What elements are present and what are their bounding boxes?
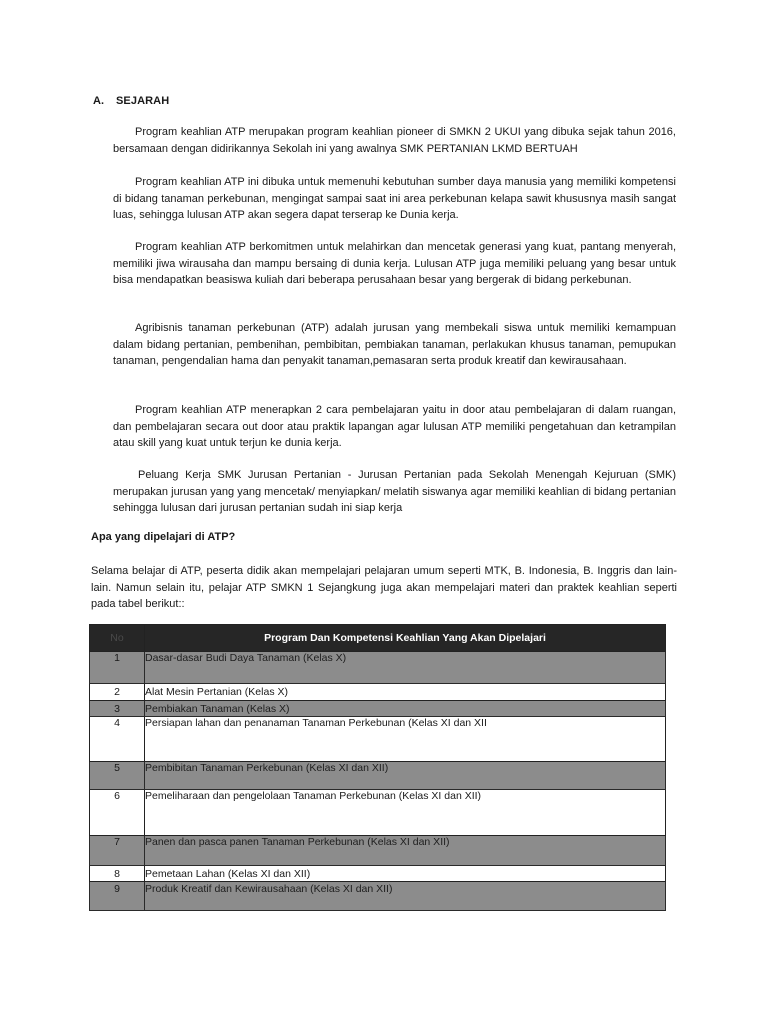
row-text: Produk Kreatif dan Kewirausahaan (Kelas XI dan XII) bbox=[145, 882, 666, 911]
row-text: Pembibitan Tanaman Perkebunan (Kelas XI dan XII) bbox=[145, 762, 666, 790]
learn-intro: Selama belajar di ATP, peserta didik akan mempelajari pelajaran umum seperti MTK, B. Indonesia, B. Inggris dan lain-lain. Namun selain itu, pelajar ATP SMKN 1 Sejangkung juga akan mempelajari materi dan praktek keahlian seperti pada tabel berikut:: bbox=[91, 565, 677, 610]
paragraph-career: Peluang Kerja SMK Jurusan Pertanian - Jurusan Pertanian pada Sekolah Menengah Kejuruan (SMK) merupakan jurusan yang yang mencetak/ menyiapkan/ melatih siswanya agar memiliki keahlian di bidang pertanian sehingga lulusan dari jurusan pertanian sudah ini siap kerja bbox=[113, 469, 676, 514]
row-number: 5 bbox=[90, 762, 145, 790]
learn-heading: Apa yang dipelajari di ATP? bbox=[91, 531, 236, 543]
section-title: SEJARAH bbox=[116, 95, 170, 107]
table-row bbox=[90, 701, 666, 717]
table-row bbox=[90, 790, 666, 836]
section-heading bbox=[93, 95, 169, 107]
table-row bbox=[90, 882, 666, 911]
table-row bbox=[90, 684, 666, 701]
row-number: 2 bbox=[90, 684, 145, 701]
section-number: A. bbox=[93, 95, 105, 107]
header-program: Program Dan Kompetensi Keahlian Yang Akan Dipelajari bbox=[145, 625, 666, 652]
row-text: Pemetaan Lahan (Kelas XI dan XII) bbox=[145, 866, 666, 882]
row-number: 1 bbox=[90, 652, 145, 684]
table-row bbox=[90, 836, 666, 866]
row-number: 6 bbox=[90, 790, 145, 836]
row-number: 4 bbox=[90, 717, 145, 762]
row-text: Pembiakan Tanaman (Kelas X) bbox=[145, 701, 666, 717]
row-number: 8 bbox=[90, 866, 145, 882]
paragraph-purpose: Program keahlian ATP ini dibuka untuk memenuhi kebutuhan sumber daya manusia yang memiliki kompetensi di bidang tanaman perkebunan, mengingat sampai saat ini area perkebunan kelapa sawit khususnya masih sangat luas, sehingga lulusan ATP akan segera dapat terserap ke Dunia kerja. bbox=[113, 176, 676, 221]
table-header-row bbox=[90, 625, 666, 652]
paragraph-agribusiness: Agribisnis tanaman perkebunan (ATP) adalah jurusan yang membekali siswa untuk memiliki kemampuan dalam bidang pertanian, pembenihan, pembibitan, pembiakan tanaman, perlakukan khusus tanaman, pemupukan tanaman, pengendalian hama dan penyakit tanaman,pemasaran serta produk kreatif dan kewirausahaan. bbox=[113, 322, 676, 367]
table-row bbox=[90, 652, 666, 684]
table-row bbox=[90, 866, 666, 882]
header-no: No bbox=[90, 625, 145, 652]
competency-table bbox=[89, 624, 666, 911]
paragraph-learning-methods: Program keahlian ATP menerapkan 2 cara pembelajaran yaitu in door atau pembelajaran di dalam ruangan, dan pembelajaran secara out door atau praktik lapangan agar lulusan ATP memiliki pengetahuan dan ketrampilan atau skill yang kuat untuk terjun ke dunia kerja. bbox=[113, 404, 676, 449]
paragraph-commitment: Program keahlian ATP berkomitmen untuk melahirkan dan mencetak generasi yang kuat, pantang menyerah, memiliki jiwa wirausaha dan mampu bersaing di dunia kerja. Lulusan ATP juga memiliki peluang yang besar untuk bisa mendapatkan beasiswa kuliah dari beberapa perusahaan besar yang bergerak di bidang perkebunan. bbox=[113, 241, 676, 286]
paragraph-history: Program keahlian ATP merupakan program keahlian pioneer di SMKN 2 UKUI yang dibuka sejak tahun 2016, bersamaan dengan didirikannya Sekolah ini yang awalnya SMK PERTANIAN LKMD BERTUAH bbox=[113, 126, 676, 155]
row-text: Alat Mesin Pertanian (Kelas X) bbox=[145, 684, 666, 701]
table-row bbox=[90, 717, 666, 762]
table-row bbox=[90, 762, 666, 790]
row-text: Dasar-dasar Budi Daya Tanaman (Kelas X) bbox=[145, 652, 666, 684]
row-number: 9 bbox=[90, 882, 145, 911]
row-text: Persiapan lahan dan penanaman Tanaman Perkebunan (Kelas XI dan XII bbox=[145, 717, 666, 762]
row-text: Panen dan pasca panen Tanaman Perkebunan (Kelas XI dan XII) bbox=[145, 836, 666, 866]
row-text: Pemeliharaan dan pengelolaan Tanaman Perkebunan (Kelas XI dan XII) bbox=[145, 790, 666, 836]
row-number: 3 bbox=[90, 701, 145, 717]
row-number: 7 bbox=[90, 836, 145, 866]
